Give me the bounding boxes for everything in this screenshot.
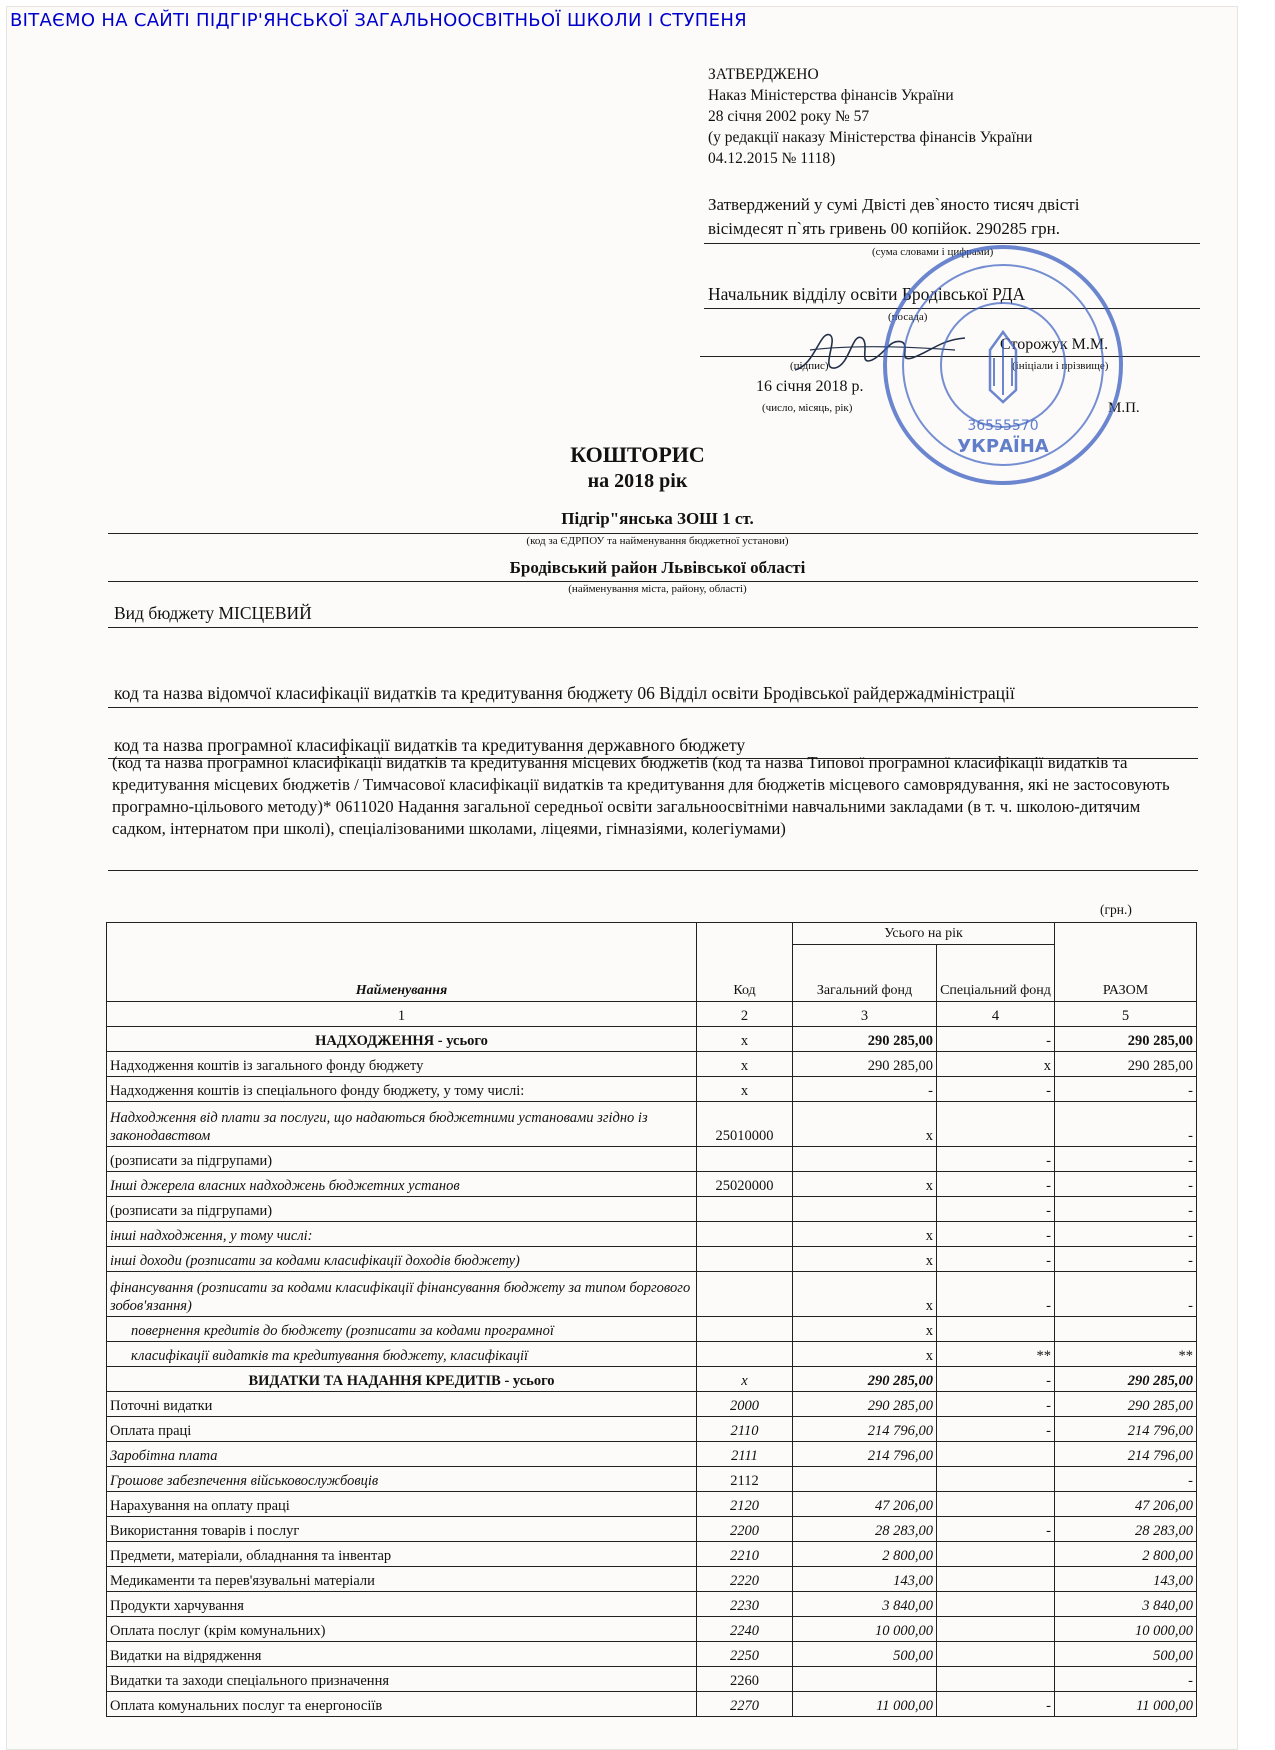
row-code: 25010000 [697,1102,793,1147]
row-code: 2200 [697,1517,793,1542]
table-row [107,1102,1197,1147]
row-name: Оплата комунальних послуг та енергоносіїв [107,1692,697,1717]
doc-title: КОШТОРИС [570,442,705,467]
row-code: 2250 [697,1642,793,1667]
column-number: 3 [793,1002,937,1027]
approval-block [708,64,1032,169]
sign-date: 16 січня 2018 р. [756,378,864,395]
row-total: - [1055,1222,1197,1247]
row-code [697,1342,793,1367]
department-underline [108,707,1198,708]
row-name: Видатки на відрядження [107,1642,697,1667]
row-total: - [1055,1667,1197,1692]
header-general-fund: Загальний фонд [793,944,937,1001]
row-special-fund [937,1592,1055,1617]
row-code [697,1197,793,1222]
currency-unit: (грн.) [1100,902,1132,917]
row-name: Надходження коштів із спеціального фонду бюджету, у тому числі: [107,1077,697,1102]
row-general-fund: 10 000,00 [793,1617,937,1642]
row-total: 2 800,00 [1055,1542,1197,1567]
row-code [697,1247,793,1272]
row-special-fund: - [937,1222,1055,1247]
column-number: 1 [107,1002,697,1027]
row-special-fund [937,1542,1055,1567]
approval-line: 04.12.2015 № 1118) [708,150,836,167]
row-total: 500,00 [1055,1642,1197,1667]
row-total: 290 285,00 [1055,1392,1197,1417]
row-total: - [1055,1197,1197,1222]
signer-name: Сторожук М.М. [1000,336,1109,353]
row-special-fund: - [937,1517,1055,1542]
row-code: 2240 [697,1617,793,1642]
column-number: 2 [697,1002,793,1027]
row-special-fund: - [937,1147,1055,1172]
table-row [107,1317,1197,1342]
row-special-fund [937,1442,1055,1467]
row-general-fund: 11 000,00 [793,1692,937,1717]
row-name: Продукти харчування [107,1592,697,1617]
row-special-fund [937,1617,1055,1642]
row-special-fund [937,1102,1055,1147]
row-special-fund [937,1492,1055,1517]
row-special-fund: - [937,1417,1055,1442]
row-name: Використання товарів і послуг [107,1517,697,1542]
program-code-local: (код та назва програмної класифікації видатків та кредитування місцевих бюджетів (код та назва Типової програмної класифікації видатків та кредитування місцевих бюджетів / Тимчасової класифікації видатків та кредитування для бюджетів місцевого самоврядування, які не застосовують програмно-цільового методу)* 0611020 Надання загальної середньої освіти загальноосвітніми навчальними закладами (в т. ч. школою-дитячим садком, інтернатом при школі), спеціалізованими школами, ліцеями, гімназіями, колегіумами) [112,753,1170,838]
row-total: - [1055,1147,1197,1172]
header-special-fund: Спеціальний фонд [937,944,1055,1001]
row-name: Нарахування на оплату праці [107,1492,697,1517]
table-row [107,1592,1197,1617]
row-special-fund [937,1667,1055,1692]
row-code [697,1222,793,1247]
row-special-fund [937,1642,1055,1667]
table-row [107,1027,1197,1052]
row-special-fund: - [937,1027,1055,1052]
row-name: НАДХОДЖЕННЯ - усього [107,1027,697,1052]
header-name: Найменування [107,923,697,1002]
row-code: х [697,1052,793,1077]
row-special-fund: - [937,1367,1055,1392]
row-name: інші доходи (розписати за кодами класифікації доходів бюджету) [107,1247,697,1272]
row-general-fund [793,1667,937,1692]
row-code: 25020000 [697,1172,793,1197]
table-row [107,1417,1197,1442]
district-underline [108,581,1198,582]
approval-line: Наказ Міністерства фінансів України [708,87,954,104]
institution-caption: (код за ЄДРПОУ та найменування бюджетної установи) [526,535,789,547]
row-total: 290 285,00 [1055,1367,1197,1392]
table-row [107,1052,1197,1077]
table-row [107,1692,1197,1717]
row-general-fund: 290 285,00 [793,1367,937,1392]
row-special-fund: - [937,1197,1055,1222]
row-total: 290 285,00 [1055,1027,1197,1052]
row-code: 2270 [697,1692,793,1717]
row-special-fund: - [937,1692,1055,1717]
row-name: Медикаменти та перев'язувальні матеріали [107,1567,697,1592]
row-special-fund: - [937,1077,1055,1102]
stamp-number: 36555570 [967,418,1039,434]
row-name: Інші джерела власних надходжень бюджетних установ [107,1172,697,1197]
institution-name: Підгір"янська ЗОШ 1 ст. [561,509,754,528]
row-general-fund: 3 840,00 [793,1592,937,1617]
row-name: Оплата послуг (крім комунальних) [107,1617,697,1642]
row-special-fund [937,1317,1055,1342]
table-row [107,1367,1197,1392]
row-code: х [697,1367,793,1392]
row-general-fund [793,1147,937,1172]
sum-line: вісімдесят п`ять гривень 00 копійок. 290285 грн. [708,219,1060,238]
row-general-fund: 2 800,00 [793,1542,937,1567]
row-name: Поточні видатки [107,1392,697,1417]
site-banner: ВІТАЄМО НА САЙТІ ПІДГІР'ЯНСЬКОЇ ЗАГАЛЬНООСВІТНЬОЇ ШКОЛИ І СТУПЕНЯ [10,10,747,31]
row-total: - [1055,1102,1197,1147]
district-name: Бродівський район Львівської області [509,558,806,577]
table-row [107,1077,1197,1102]
row-general-fund: х [793,1247,937,1272]
header-total-year: Усього на рік [793,923,1055,945]
approval-line: 28 січня 2002 року № 57 [708,108,870,125]
row-code [697,1317,793,1342]
table-row [107,1467,1197,1492]
row-total: ** [1055,1342,1197,1367]
row-general-fund: 143,00 [793,1567,937,1592]
table-row [107,1667,1197,1692]
row-total: - [1055,1172,1197,1197]
row-total: - [1055,1077,1197,1102]
sign-caption: (підпис) [790,360,829,372]
table-row [107,1247,1197,1272]
approval-line: ЗАТВЕРДЖЕНО [708,66,819,83]
budget-underline [108,627,1198,628]
row-name: інші надходження, у тому числі: [107,1222,697,1247]
row-general-fund: 290 285,00 [793,1052,937,1077]
row-code: 2260 [697,1667,793,1692]
row-code [697,1147,793,1172]
table-row [107,1642,1197,1667]
row-name: Грошове забезпечення військовослужбовців [107,1467,697,1492]
row-total: 3 840,00 [1055,1592,1197,1617]
district-caption: (найменування міста, району, області) [568,583,747,595]
table-row [107,1272,1197,1317]
row-code [697,1272,793,1317]
position-caption: (посада) [888,311,928,323]
row-general-fund: х [793,1172,937,1197]
row-total: 290 285,00 [1055,1052,1197,1077]
position-text: Начальник відділу освіти Бродівської РДА [708,284,1026,304]
row-name: ВИДАТКИ ТА НАДАННЯ КРЕДИТІВ - усього [107,1367,697,1392]
row-code: 2110 [697,1417,793,1442]
row-general-fund: х [793,1342,937,1367]
row-code: 2220 [697,1567,793,1592]
row-code: 2112 [697,1467,793,1492]
table-row [107,1392,1197,1417]
row-total: 28 283,00 [1055,1517,1197,1542]
estimate-table [106,922,1197,1717]
header-code: Код [697,923,793,1002]
row-total: - [1055,1467,1197,1492]
budget-type: Вид бюджету МІСЦЕВИЙ [114,603,312,623]
row-name: Надходження від плати за послуги, що надаються бюджетними установами згідно із законодавством [107,1102,697,1147]
table-row [107,1197,1197,1222]
row-code: 2111 [697,1442,793,1467]
row-total: 143,00 [1055,1567,1197,1592]
row-total: - [1055,1272,1197,1317]
row-name: класифікації видатків та кредитування бюджету, класифікації [107,1342,697,1367]
row-general-fund: 47 206,00 [793,1492,937,1517]
row-special-fund [937,1467,1055,1492]
row-code: х [697,1077,793,1102]
table-row [107,1222,1197,1247]
table-row [107,1567,1197,1592]
mp-label: М.П. [1108,400,1140,416]
row-name: Надходження коштів із загального фонду бюджету [107,1052,697,1077]
row-name: Видатки та заходи спеціального призначення [107,1667,697,1692]
row-general-fund: 28 283,00 [793,1517,937,1542]
row-code: х [697,1027,793,1052]
row-total: 10 000,00 [1055,1617,1197,1642]
stamp-country: УКРАЇНА [957,436,1049,457]
column-number: 5 [1055,1002,1197,1027]
date-caption: (число, місяць, рік) [762,402,853,414]
program-local-underline [108,870,1198,871]
row-name: Оплата праці [107,1417,697,1442]
row-special-fund: - [937,1272,1055,1317]
program-code-state: код та назва програмної класифікації видатків та кредитування державного бюджету [114,735,746,755]
row-name: (розписати за підгрупами) [107,1147,697,1172]
row-general-fund: - [793,1077,937,1102]
row-special-fund [937,1567,1055,1592]
table-row [107,1617,1197,1642]
row-general-fund: 290 285,00 [793,1392,937,1417]
department-code: код та назва відомчої класифікації видатків та кредитування бюджету 06 Відділ освіти Бродівської райдержадміністрації [114,683,1015,703]
row-general-fund: х [793,1317,937,1342]
row-name: Заробітна плата [107,1442,697,1467]
row-name: фінансування (розписати за кодами класифікації фінансування бюджету за типом боргового зобов'язання) [107,1272,697,1317]
row-general-fund: х [793,1102,937,1147]
sum-line: Затверджений у сумі Двісті дев`яносто тисяч двісті [708,195,1080,214]
row-code: 2230 [697,1592,793,1617]
table-row [107,1147,1197,1172]
table-row [107,1442,1197,1467]
row-name: (розписати за підгрупами) [107,1197,697,1222]
name-caption: (ініціали і прізвище) [1012,360,1109,372]
row-special-fund: ** [937,1342,1055,1367]
row-name: Предмети, матеріали, обладнання та інвентар [107,1542,697,1567]
row-code: 2000 [697,1392,793,1417]
table-row [107,1517,1197,1542]
table-row [107,1492,1197,1517]
row-total [1055,1317,1197,1342]
row-general-fund: 214 796,00 [793,1417,937,1442]
row-general-fund: 290 285,00 [793,1027,937,1052]
table-row [107,1342,1197,1367]
sum-caption: (сума словами і цифрами) [872,246,994,258]
row-name: повернення кредитів до бюджету (розписати за кодами програмної [107,1317,697,1342]
row-total: 214 796,00 [1055,1417,1197,1442]
row-general-fund: х [793,1272,937,1317]
doc-year: на 2018 рік [587,470,688,492]
row-code: 2120 [697,1492,793,1517]
row-general-fund [793,1467,937,1492]
table-row [107,1172,1197,1197]
approval-line: (у редакції наказу Міністерства фінансів України [708,129,1033,146]
row-general-fund: 500,00 [793,1642,937,1667]
row-total: 11 000,00 [1055,1692,1197,1717]
row-special-fund: - [937,1392,1055,1417]
row-general-fund: х [793,1222,937,1247]
row-code: 2210 [697,1542,793,1567]
header-sum: РАЗОМ [1055,923,1197,1002]
column-number: 4 [937,1002,1055,1027]
row-special-fund: х [937,1052,1055,1077]
row-general-fund [793,1197,937,1222]
institution-underline [108,533,1198,534]
row-total: 214 796,00 [1055,1442,1197,1467]
row-special-fund: - [937,1247,1055,1272]
row-special-fund: - [937,1172,1055,1197]
row-total: 47 206,00 [1055,1492,1197,1517]
table-row [107,1542,1197,1567]
approved-sum [708,193,1079,241]
row-total: - [1055,1247,1197,1272]
row-general-fund: 214 796,00 [793,1442,937,1467]
